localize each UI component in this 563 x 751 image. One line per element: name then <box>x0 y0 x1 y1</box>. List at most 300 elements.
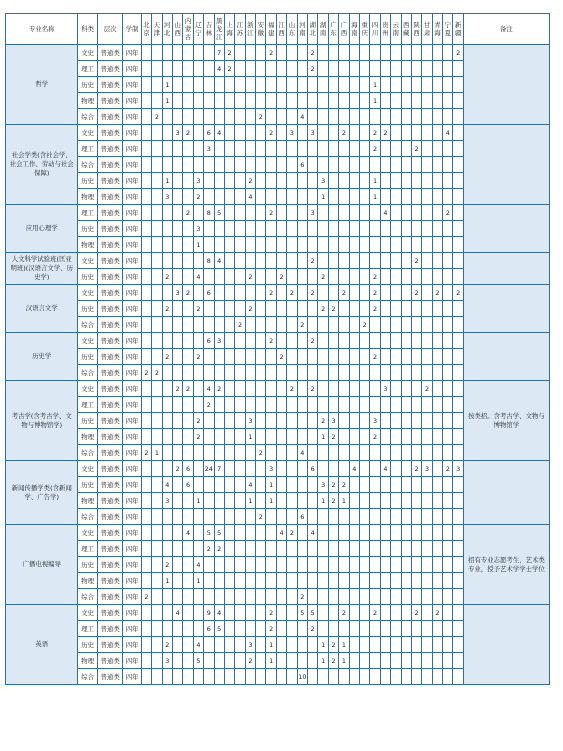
quota-cell: 2 <box>370 349 380 365</box>
quota-cell <box>152 317 162 333</box>
quota-cell <box>245 61 255 77</box>
quota-cell <box>411 205 421 221</box>
header-province: 新疆 <box>453 14 463 45</box>
quota-cell <box>162 141 172 157</box>
quota-cell <box>183 637 193 653</box>
quota-cell <box>256 365 266 381</box>
quota-cell <box>453 445 463 461</box>
quota-cell <box>443 429 453 445</box>
quota-cell <box>339 221 349 237</box>
quota-cell <box>141 669 151 685</box>
cell-duration: 四年 <box>123 429 141 445</box>
quota-cell <box>443 61 453 77</box>
quota-cell <box>204 77 214 93</box>
quota-cell <box>401 381 411 397</box>
quota-cell <box>152 285 162 301</box>
quota-cell <box>245 45 255 61</box>
quota-cell <box>141 61 151 77</box>
quota-cell <box>183 669 193 685</box>
quota-cell <box>349 397 359 413</box>
quota-cell <box>266 413 276 429</box>
quota-cell <box>204 45 214 61</box>
cell-subject: 综合 <box>78 589 97 605</box>
cell-level: 普通类 <box>97 205 123 221</box>
quota-cell <box>453 205 463 221</box>
quota-cell <box>411 445 421 461</box>
quota-cell <box>339 77 349 93</box>
quota-cell: 2 <box>172 461 182 477</box>
quota-cell <box>359 477 369 493</box>
quota-cell <box>443 589 453 605</box>
quota-cell <box>411 317 421 333</box>
quota-cell <box>235 189 245 205</box>
quota-cell <box>391 429 401 445</box>
quota-cell <box>276 237 286 253</box>
quota-cell <box>256 589 266 605</box>
quota-cell <box>266 509 276 525</box>
quota-cell <box>359 637 369 653</box>
quota-cell <box>349 333 359 349</box>
quota-cell <box>453 429 463 445</box>
quota-cell: 3 <box>380 381 390 397</box>
quota-cell <box>432 77 442 93</box>
header-province: 湖北 <box>308 14 318 45</box>
quota-cell: 2 <box>443 461 453 477</box>
quota-cell <box>359 125 369 141</box>
quota-cell <box>183 269 193 285</box>
quota-cell <box>256 221 266 237</box>
cell-level: 普通类 <box>97 477 123 493</box>
quota-cell <box>162 237 172 253</box>
quota-cell: 2 <box>245 269 255 285</box>
cell-duration: 四年 <box>123 509 141 525</box>
cell-duration: 四年 <box>123 477 141 493</box>
quota-cell <box>193 285 203 301</box>
quota-cell <box>287 653 297 669</box>
quota-cell <box>141 285 151 301</box>
quota-cell <box>380 509 390 525</box>
quota-cell <box>287 477 297 493</box>
quota-cell <box>318 333 328 349</box>
quota-cell <box>183 349 193 365</box>
quota-cell <box>401 589 411 605</box>
quota-cell <box>152 461 162 477</box>
quota-cell <box>287 413 297 429</box>
quota-cell <box>401 541 411 557</box>
cell-duration: 四年 <box>123 45 141 61</box>
quota-cell <box>276 285 286 301</box>
quota-cell: 4 <box>380 461 390 477</box>
quota-cell <box>453 397 463 413</box>
quota-cell <box>287 77 297 93</box>
quota-cell <box>401 493 411 509</box>
quota-cell <box>224 317 234 333</box>
quota-cell <box>256 253 266 269</box>
quota-cell <box>224 605 234 621</box>
cell-duration: 四年 <box>123 445 141 461</box>
quota-cell <box>224 445 234 461</box>
quota-cell <box>256 653 266 669</box>
quota-cell <box>245 589 255 605</box>
quota-cell <box>380 397 390 413</box>
quota-cell <box>256 189 266 205</box>
quota-cell <box>297 173 307 189</box>
cell-subject: 物理 <box>78 493 97 509</box>
quota-cell <box>141 413 151 429</box>
enrollment-plan-table <box>5 13 550 685</box>
quota-cell <box>152 141 162 157</box>
quota-cell <box>443 541 453 557</box>
quota-cell: 4 <box>349 461 359 477</box>
quota-cell <box>162 509 172 525</box>
quota-cell: 3 <box>193 221 203 237</box>
cell-duration: 四年 <box>123 125 141 141</box>
cell-duration: 四年 <box>123 333 141 349</box>
quota-cell <box>245 541 255 557</box>
quota-cell <box>152 125 162 141</box>
quota-cell: 2 <box>328 637 338 653</box>
quota-cell <box>359 653 369 669</box>
quota-cell <box>422 77 432 93</box>
quota-cell <box>401 333 411 349</box>
quota-cell <box>141 221 151 237</box>
quota-cell <box>287 669 297 685</box>
quota-cell <box>432 573 442 589</box>
quota-cell <box>256 317 266 333</box>
quota-cell <box>256 461 266 477</box>
quota-cell <box>193 669 203 685</box>
quota-cell <box>193 205 203 221</box>
quota-cell <box>401 445 411 461</box>
quota-cell <box>204 109 214 125</box>
cell-level: 普通类 <box>97 621 123 637</box>
quota-cell <box>349 477 359 493</box>
quota-cell <box>308 557 318 573</box>
quota-cell <box>235 573 245 589</box>
quota-cell <box>391 637 401 653</box>
quota-cell <box>235 45 245 61</box>
quota-cell <box>172 589 182 605</box>
quota-cell <box>266 669 276 685</box>
quota-cell <box>443 333 453 349</box>
quota-cell <box>370 445 380 461</box>
quota-cell <box>453 573 463 589</box>
quota-cell <box>256 333 266 349</box>
quota-cell <box>401 397 411 413</box>
quota-cell <box>214 221 224 237</box>
quota-cell <box>287 621 297 637</box>
header-province: 吉林 <box>204 14 214 45</box>
quota-cell <box>224 493 234 509</box>
quota-cell: 2 <box>328 653 338 669</box>
quota-cell <box>349 541 359 557</box>
quota-cell <box>401 173 411 189</box>
quota-cell <box>443 365 453 381</box>
quota-cell <box>256 237 266 253</box>
quota-cell <box>287 45 297 61</box>
quota-cell <box>432 173 442 189</box>
cell-level: 普通类 <box>97 269 123 285</box>
cell-level: 普通类 <box>97 653 123 669</box>
quota-cell <box>141 189 151 205</box>
quota-cell: 1 <box>370 189 380 205</box>
quota-cell <box>339 429 349 445</box>
quota-cell <box>391 333 401 349</box>
quota-cell <box>308 93 318 109</box>
quota-cell <box>204 493 214 509</box>
quota-cell <box>141 125 151 141</box>
quota-cell <box>339 669 349 685</box>
note-cell <box>463 285 549 333</box>
quota-cell <box>152 589 162 605</box>
quota-cell: 2 <box>266 285 276 301</box>
quota-cell <box>214 349 224 365</box>
cell-duration: 四年 <box>123 93 141 109</box>
header-subject: 科类 <box>78 14 97 45</box>
table-row <box>6 205 550 221</box>
quota-cell <box>266 61 276 77</box>
quota-cell <box>349 637 359 653</box>
quota-cell <box>411 189 421 205</box>
quota-cell <box>141 525 151 541</box>
quota-cell <box>380 333 390 349</box>
quota-cell <box>380 141 390 157</box>
quota-cell <box>245 285 255 301</box>
quota-cell <box>266 301 276 317</box>
quota-cell: 2 <box>152 365 162 381</box>
major-name: 广播电视编导 <box>6 525 78 605</box>
quota-cell <box>328 397 338 413</box>
quota-cell <box>183 509 193 525</box>
quota-cell <box>370 653 380 669</box>
quota-cell <box>287 541 297 557</box>
quota-cell <box>162 669 172 685</box>
quota-cell <box>339 237 349 253</box>
quota-cell: 2 <box>256 509 266 525</box>
quota-cell <box>328 669 338 685</box>
quota-cell <box>391 605 401 621</box>
quota-cell: 2 <box>245 173 255 189</box>
quota-cell: 4 <box>162 477 172 493</box>
quota-cell <box>245 621 255 637</box>
quota-cell <box>162 605 172 621</box>
quota-cell <box>453 637 463 653</box>
quota-cell <box>432 333 442 349</box>
quota-cell <box>152 77 162 93</box>
quota-cell <box>422 429 432 445</box>
quota-cell <box>380 253 390 269</box>
note-cell <box>463 205 549 253</box>
quota-cell <box>349 221 359 237</box>
quota-cell: 6 <box>308 461 318 477</box>
quota-cell <box>349 429 359 445</box>
cell-level: 普通类 <box>97 237 123 253</box>
quota-cell: 3 <box>193 173 203 189</box>
quota-cell <box>193 333 203 349</box>
quota-cell <box>172 397 182 413</box>
cell-duration: 四年 <box>123 285 141 301</box>
cell-duration: 四年 <box>123 109 141 125</box>
quota-cell <box>152 653 162 669</box>
quota-cell <box>391 157 401 173</box>
cell-duration: 四年 <box>123 237 141 253</box>
quota-cell: 4 <box>245 477 255 493</box>
cell-level: 普通类 <box>97 157 123 173</box>
quota-cell <box>443 669 453 685</box>
cell-subject: 历史 <box>78 637 97 653</box>
quota-cell <box>172 77 182 93</box>
header-province: 宁夏 <box>443 14 453 45</box>
header-province: 江苏 <box>235 14 245 45</box>
quota-cell: 2 <box>183 381 193 397</box>
quota-cell: 2 <box>266 45 276 61</box>
quota-cell <box>141 557 151 573</box>
quota-cell: 2 <box>339 605 349 621</box>
quota-cell <box>162 109 172 125</box>
cell-duration: 四年 <box>123 589 141 605</box>
quota-cell <box>453 317 463 333</box>
quota-cell: 2 <box>380 125 390 141</box>
quota-cell <box>214 189 224 205</box>
quota-cell <box>318 509 328 525</box>
quota-cell <box>141 173 151 189</box>
quota-cell <box>443 189 453 205</box>
quota-cell: 1 <box>318 653 328 669</box>
quota-cell: 1 <box>339 493 349 509</box>
quota-cell: 3 <box>422 461 432 477</box>
header-province: 山西 <box>172 14 182 45</box>
quota-cell <box>422 445 432 461</box>
quota-cell <box>359 221 369 237</box>
quota-cell <box>193 541 203 557</box>
quota-cell <box>183 557 193 573</box>
quota-cell <box>349 525 359 541</box>
cell-subject: 历史 <box>78 477 97 493</box>
quota-cell <box>152 637 162 653</box>
quota-cell <box>453 541 463 557</box>
quota-cell <box>308 541 318 557</box>
quota-cell <box>411 269 421 285</box>
quota-cell <box>224 173 234 189</box>
quota-cell <box>328 525 338 541</box>
quota-cell: 1 <box>193 493 203 509</box>
table-row <box>6 45 550 61</box>
quota-cell <box>183 317 193 333</box>
quota-cell <box>235 301 245 317</box>
quota-cell <box>162 589 172 605</box>
header-province: 广东 <box>328 14 338 45</box>
quota-cell <box>287 157 297 173</box>
quota-cell <box>318 77 328 93</box>
quota-cell <box>391 413 401 429</box>
quota-cell: 6 <box>204 125 214 141</box>
quota-cell <box>349 173 359 189</box>
quota-cell <box>193 461 203 477</box>
cell-level: 普通类 <box>97 445 123 461</box>
header-province: 内蒙古 <box>183 14 193 45</box>
quota-cell <box>152 493 162 509</box>
quota-cell <box>339 349 349 365</box>
quota-cell <box>318 45 328 61</box>
quota-cell <box>141 205 151 221</box>
quota-cell: 2 <box>276 269 286 285</box>
quota-cell <box>443 397 453 413</box>
quota-cell <box>245 349 255 365</box>
quota-cell <box>224 365 234 381</box>
quota-cell <box>349 141 359 157</box>
quota-cell: 2 <box>287 525 297 541</box>
quota-cell <box>276 397 286 413</box>
quota-cell: 5 <box>214 621 224 637</box>
header-province: 四川 <box>370 14 380 45</box>
header-province: 福建 <box>266 14 276 45</box>
quota-cell <box>172 637 182 653</box>
quota-cell <box>193 621 203 637</box>
quota-cell <box>152 397 162 413</box>
quota-cell <box>276 157 286 173</box>
cell-duration: 四年 <box>123 605 141 621</box>
quota-cell: 1 <box>370 77 380 93</box>
quota-cell <box>276 317 286 333</box>
quota-cell <box>432 157 442 173</box>
quota-cell: 2 <box>183 205 193 221</box>
cell-level: 普通类 <box>97 541 123 557</box>
quota-cell <box>152 221 162 237</box>
quota-cell <box>308 189 318 205</box>
quota-cell: 2 <box>318 269 328 285</box>
quota-cell <box>152 413 162 429</box>
cell-subject: 文史 <box>78 333 97 349</box>
quota-cell <box>328 253 338 269</box>
quota-cell: 2 <box>162 349 172 365</box>
quota-cell: 2 <box>297 589 307 605</box>
quota-cell <box>266 525 276 541</box>
quota-cell <box>235 397 245 413</box>
quota-cell <box>453 173 463 189</box>
quota-cell <box>224 269 234 285</box>
quota-cell <box>266 317 276 333</box>
quota-cell <box>235 93 245 109</box>
quota-cell <box>287 397 297 413</box>
quota-cell <box>370 45 380 61</box>
quota-cell <box>443 557 453 573</box>
quota-cell <box>401 93 411 109</box>
quota-cell <box>214 445 224 461</box>
quota-cell <box>162 221 172 237</box>
quota-cell <box>172 269 182 285</box>
major-name: 哲学 <box>6 45 78 125</box>
quota-cell <box>328 189 338 205</box>
quota-cell <box>141 269 151 285</box>
quota-cell: 2 <box>339 477 349 493</box>
quota-cell <box>235 541 245 557</box>
quota-cell: 2 <box>162 269 172 285</box>
cell-duration: 四年 <box>123 557 141 573</box>
quota-cell <box>453 605 463 621</box>
quota-cell <box>370 205 380 221</box>
quota-cell <box>349 653 359 669</box>
quota-cell <box>214 653 224 669</box>
quota-cell <box>276 541 286 557</box>
quota-cell <box>443 157 453 173</box>
quota-cell <box>204 173 214 189</box>
cell-duration: 四年 <box>123 653 141 669</box>
quota-cell <box>256 557 266 573</box>
quota-cell <box>391 493 401 509</box>
quota-cell <box>204 509 214 525</box>
header-province: 西藏 <box>401 14 411 45</box>
table-row <box>6 605 550 621</box>
